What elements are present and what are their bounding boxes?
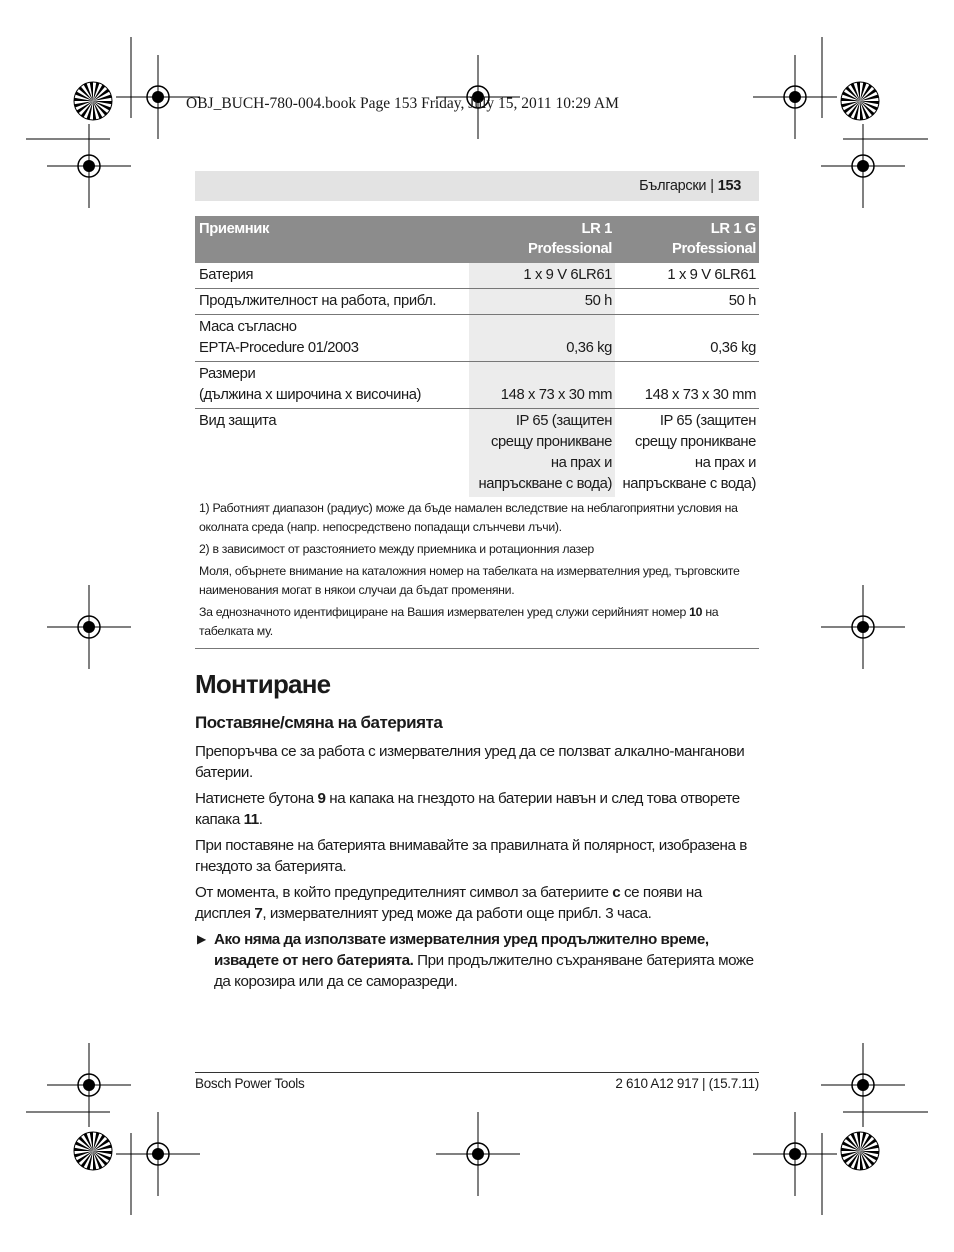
footnote-2: 2) в зависимост от разстоянието между приемника и ротационния лазер	[199, 542, 594, 556]
row-value-lr1g: 1 x 9 V 6LR61	[615, 263, 759, 289]
spec-table	[195, 216, 759, 497]
starburst-mark-icon	[841, 82, 879, 120]
page-number: 153	[717, 178, 741, 194]
page-separator: |	[710, 178, 714, 194]
header-lr1g: LR 1 G Professional	[615, 216, 759, 263]
registration-mark-icon	[47, 124, 131, 208]
registration-mark-icon	[821, 1043, 905, 1127]
page-language: Български	[639, 178, 707, 194]
footnote-1: 1) Работният диапазон (радиус) може да бъде намален вследствие на неблагоприятни условия на околната среда (напр. непосредствено попадащи слънчеви лъчи).	[199, 501, 738, 534]
row-value-lr1: 1 x 9 V 6LR61	[469, 263, 615, 289]
footnote-catalog: Моля, обърнете внимание на каталожния номер на табелката на измервателния уред, търговските наименования могат в някои случаи да бъдат променяни.	[199, 564, 740, 597]
footnote-serial: За еднозначното идентифициране на Вашия измервателен уред служи серийният номер 10 на табелката му.	[199, 605, 719, 638]
paragraph-battery-warning: От момента, в който предупредителният символ за батериите c се появи на дисплея 7, измервателният уред може да работи още прибл. 3 часа.	[195, 884, 702, 922]
registration-mark-icon	[47, 585, 131, 669]
starburst-mark-icon	[74, 82, 112, 120]
row-value-lr1: IP 65 (защитен срещу проникване на прах и напръскване с вода)	[469, 409, 615, 498]
row-label: Батерия	[195, 263, 469, 289]
paragraph-open-cover: Натиснете бутона 9 на капака на гнездото на батерии навън и след това отворете капака 11.	[195, 790, 740, 828]
registration-mark-icon	[116, 1112, 200, 1196]
row-value-lr1: 0,36 kg	[469, 315, 615, 362]
header-receiver: Приемник	[195, 216, 469, 263]
row-label: Размери (дължина x широчина x височина)	[195, 362, 469, 409]
registration-mark-icon	[753, 1112, 837, 1196]
table-row	[195, 362, 759, 409]
footer-docnumber: 2 610 A12 917 | (15.7.11)	[615, 1076, 759, 1091]
table-row	[195, 409, 759, 498]
print-header: OBJ_BUCH-780-004.book Page 153 Friday, July 15, 2011 10:29 AM	[186, 95, 619, 112]
registration-mark-icon	[47, 1043, 131, 1127]
warning-remove-battery: ▶ Ако няма да използвате измервателния уред продължително време, извадете от него батерията. При продължително съхраняване батерията може да корозира или да се саморазреди.	[197, 931, 754, 990]
paragraph-polarity: При поставяне на батерията внимавайте за правилната й полярност, изобразена в гнездото за батерията.	[195, 837, 747, 875]
triangle-bullet-icon: ▶	[197, 932, 206, 946]
registration-mark-icon	[753, 55, 837, 139]
section-title: Монтиране	[195, 669, 331, 699]
table-row	[195, 315, 759, 362]
row-value-lr1: 148 x 73 x 30 mm	[469, 362, 615, 409]
subsection-title: Поставяне/смяна на батерията	[195, 713, 443, 732]
page-header-bar	[195, 171, 759, 201]
row-value-lr1g: 50 h	[615, 289, 759, 315]
row-label: Продължителност на работа, прибл.	[195, 289, 469, 315]
row-label: Вид защита	[199, 413, 277, 429]
row-value-lr1g: 148 x 73 x 30 mm	[615, 362, 759, 409]
starburst-mark-icon	[74, 1132, 112, 1170]
footer-rule	[195, 1072, 759, 1073]
row-label: Маса съгласно EPTA-Procedure 01/2003	[195, 315, 469, 362]
registration-mark-icon	[436, 1112, 520, 1196]
registration-mark-icon	[821, 585, 905, 669]
body-text	[195, 741, 761, 997]
table-row	[195, 289, 759, 315]
row-value-lr1g: 0,36 kg	[615, 315, 759, 362]
table-footnotes	[195, 499, 759, 649]
registration-mark-icon	[821, 124, 905, 208]
spec-table-header	[195, 216, 759, 263]
starburst-mark-icon	[841, 1132, 879, 1170]
row-value-lr1g: IP 65 (защитен срещу проникване на прах и напръскване с вода)	[622, 413, 756, 492]
paragraph-alkaline: Препоръчва се за работа с измервателния уред да се ползват алкално-манганови батерии.	[195, 743, 745, 781]
header-lr1: LR 1 Professional	[469, 216, 615, 263]
table-row	[195, 263, 759, 289]
footer-brand: Bosch Power Tools	[195, 1076, 305, 1091]
row-value-lr1: 50 h	[469, 289, 615, 315]
